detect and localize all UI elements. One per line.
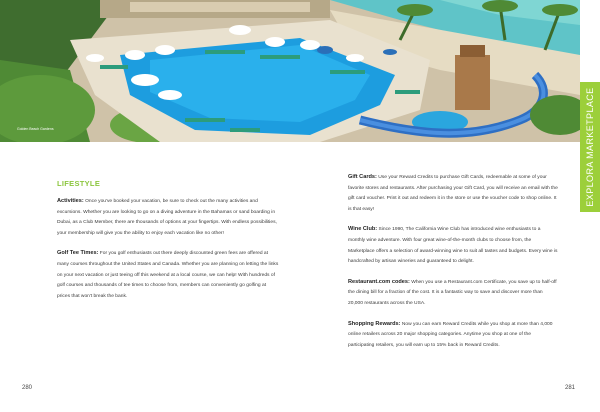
lifestyle-heading: LIFESTYLE: [57, 179, 101, 188]
section-tab-label: EXPLORA MARKETPLACE: [585, 87, 595, 207]
wine-club-paragraph: Wine Club: Since 1990, The California Wine Club has introduced wine enthusiasts to a monthly wine adventure. With four great wine-of-the-month clubs to choose from, the Marketplace offers a selection of award-winning wine to suit all tastes and budgets. Every wine is handcrafted by artisan wineries and guaranteed to delight.: [348, 226, 558, 265]
photo-caption: Golden Beach Gardens: [17, 127, 54, 131]
golf-tee-times-paragraph: Golf Tee Times: For you golf enthusiasts out there deeply discounted green fees are offered at many courses throughout the United States and Canada. Whether you are planning on letting the links on your next vacation or just teeing off this weekend at a local course, we can help! With hundreds of golf courses and thousands of tee times to choose from, members can conveniently go golfing at prices that won't break the bank.: [57, 250, 279, 299]
resort-pool-photo: [0, 0, 580, 142]
activities-paragraph: Activities: Once you've booked your vacation, be sure to check out the many activities and excursions. Whether you are looking to go on a diving adventure in the Bahamas or sand boarding in Dubai, as a Club Member, there are thousands of options at your fingertips. With endless possibilities, your membership will give you the ability to enjoy each vacation like no other!: [57, 198, 277, 236]
page-number-left: 280: [22, 385, 33, 391]
left-column: [57, 196, 279, 311]
page-number-right: 281: [565, 385, 576, 391]
restaurant-codes-paragraph: Restaurant.com codes: When you use a Restaurant.com Certificate, you save up to half-off the dining bill for a fraction of the cost. It is a fantastic way to save and discover more than 20,000 restaurants across the USA.: [348, 278, 557, 306]
gift-cards-paragraph: Gift Cards: Use your Reward Credits to purchase Gift Cards, redeemable at some of your favorite stores and restaurants. After purchasing your Gift Card, you will receive an email with the gift card voucher. Print it out and redeem it in the store or use the voucher code to shop online. It is that easy!: [348, 174, 558, 212]
right-column: [348, 172, 558, 360]
shopping-rewards-paragraph: Shopping Rewards: Now you can earn Reward Credits while you shop at more than 4,000 online retailers across 20 major shopping categories. Anytime you shop at one of the participating retailers, you will earn up to 15% back in Reward Credits.: [348, 320, 553, 348]
